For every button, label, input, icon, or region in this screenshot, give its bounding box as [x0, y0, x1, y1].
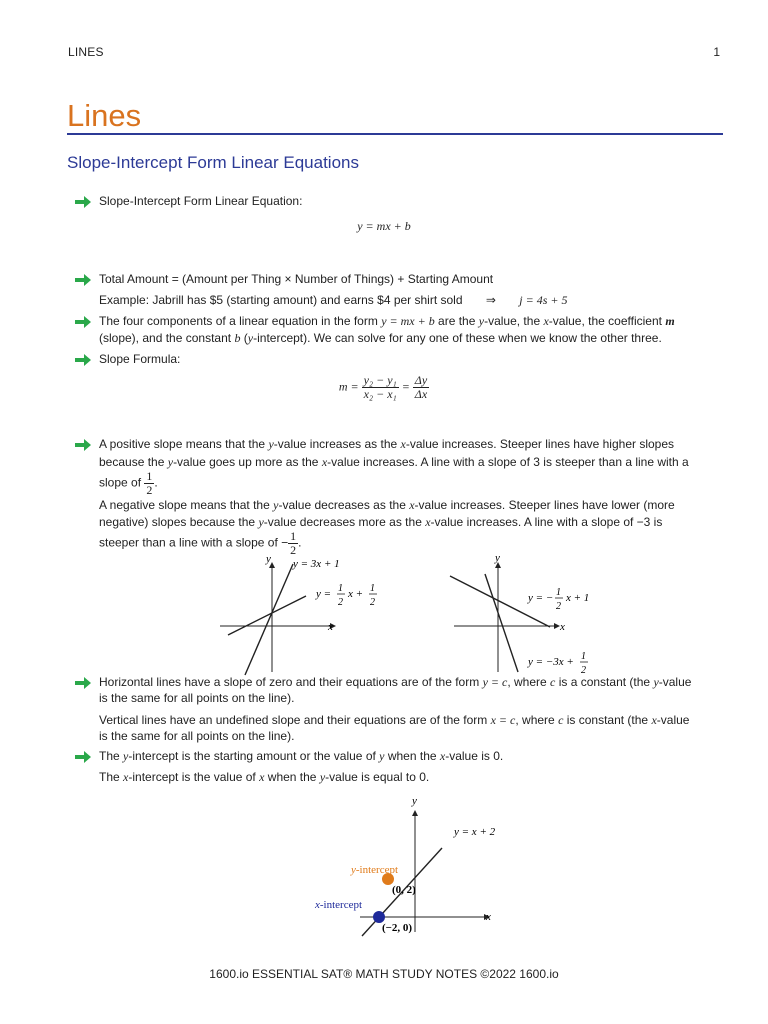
arrow-bullet-icon — [74, 314, 92, 330]
svg-text:x +: x + — [348, 588, 364, 600]
svg-text:x-intercept: x-intercept — [315, 899, 363, 911]
x-axis-label: x — [328, 621, 333, 633]
svg-text:y-intercept: y-intercept — [351, 864, 399, 876]
line-y-neg-3x-plus-half — [485, 574, 518, 672]
bullet-text: A positive slope means that the y-value increases as the x-value increases. Steeper lines have higher slopes — [99, 437, 675, 451]
svg-text:y = −: y = − — [528, 592, 554, 604]
bullet-text: is the same for all points on the line). — [99, 729, 295, 743]
y-axis-label: y — [266, 553, 271, 565]
negative-slope-graph — [440, 550, 630, 680]
arrow-bullet-icon — [74, 437, 92, 453]
bullet-text: negative) slopes because the y-value decreases more as the x-value increases. A line with a slope of −3 is — [99, 515, 663, 529]
y-axis-label: y — [412, 795, 417, 807]
page-footer: 1600.io ESSENTIAL SAT® MATH STUDY NOTES ©2022 1600.io — [209, 967, 559, 981]
bullet-text: Horizontal lines have a slope of zero and their equations are of the form y = c, where c is a constant (the y-value — [99, 675, 692, 689]
bullet-text: The four components of a linear equation in the form y = mx + b are the y-value, the x-value, the coefficient m — [99, 314, 675, 328]
arrow-bullet-icon — [74, 194, 92, 210]
arrow-bullet-icon — [74, 272, 92, 288]
svg-text:x + 1: x + 1 — [566, 592, 590, 604]
arrow-bullet-icon — [74, 675, 92, 691]
line-label — [527, 651, 588, 676]
line-label: y = x + 2 — [454, 826, 496, 838]
positive-slope-graph — [210, 550, 400, 680]
bullet-text: Example: Jabrill has $5 (starting amount) and earns $4 per shirt sold ⇒ j = 4s + 5 — [99, 293, 568, 307]
equation: y = mx + b — [357, 219, 411, 233]
bullet-text: (slope), and the constant b (y-intercept). We can solve for any one of these when we know the other three. — [99, 331, 662, 345]
page-title: Lines — [67, 98, 142, 133]
page-number: 1 — [713, 45, 720, 59]
svg-text:2: 2 — [556, 601, 561, 612]
bullet-text: The y-intercept is the starting amount or the value of y when the x-value is 0. — [99, 749, 504, 763]
bullet-text: A negative slope means that the y-value decreases as the x-value increases. Steeper lines have lower (more — [99, 498, 675, 512]
x-axis-label: x — [560, 621, 565, 633]
svg-text:1: 1 — [370, 583, 375, 594]
bullet-text: Total Amount = (Amount per Thing × Number of Things) + Starting Amount — [99, 272, 494, 286]
line-label — [315, 583, 377, 608]
y-axis-label: y — [495, 552, 500, 564]
bullet-text: Vertical lines have an undefined slope and their equations are of the form x = c, where c is constant (the x-value — [99, 713, 690, 727]
svg-text:1: 1 — [556, 587, 561, 598]
svg-text:y =: y = — [316, 588, 332, 600]
x-axis-label: x — [486, 911, 491, 923]
y-intercept-label — [350, 864, 398, 876]
line-label: y = 3x + 1 — [293, 558, 340, 570]
svg-text:2: 2 — [370, 597, 375, 608]
bullet-text: The x-intercept is the value of x when the y-value is equal to 0. — [99, 770, 430, 784]
svg-text:2: 2 — [338, 597, 343, 608]
bullet-text: because the y-value goes up more as the x-value increases. A line with a slope of 3 is steeper than a line with a — [99, 455, 689, 469]
line-y-3x-plus-1 — [245, 564, 293, 675]
bullet-text: is the same for all points on the line). — [99, 691, 295, 705]
line-label — [527, 587, 589, 612]
svg-text:y = −3x +: y = −3x + — [528, 656, 574, 668]
intercepts-graph — [300, 790, 520, 940]
bullet-text: slope of $\frac{1}{2}$ . — [99, 469, 158, 497]
bullet-text: Slope Formula: — [99, 352, 181, 366]
slope-formula: m = $\frac{\text{y₂ − y₁}}{\text{x₂ − x₁}}$ = $\frac{\Delta y}{\Delta x}$ — [338, 373, 428, 401]
section-subtitle: Slope-Intercept Form Linear Equations — [67, 153, 359, 172]
running-header: LINES — [68, 45, 104, 59]
bullet-text: Slope-Intercept Form Linear Equation: — [99, 194, 303, 208]
x-intercept-label — [314, 899, 362, 911]
title-divider — [67, 133, 723, 135]
arrow-bullet-icon — [74, 749, 92, 765]
svg-text:1: 1 — [338, 583, 343, 594]
arrow-bullet-icon — [74, 352, 92, 368]
bullet-text: steeper than a line with a slope of − $\frac{1}{2}$ . — [99, 529, 302, 557]
point-label: (0, 2) — [392, 884, 416, 896]
point-label: (−2, 0) — [382, 922, 413, 934]
line-y-half-x-plus-half — [228, 596, 306, 635]
svg-text:2: 2 — [581, 665, 586, 676]
svg-text:1: 1 — [581, 651, 586, 662]
